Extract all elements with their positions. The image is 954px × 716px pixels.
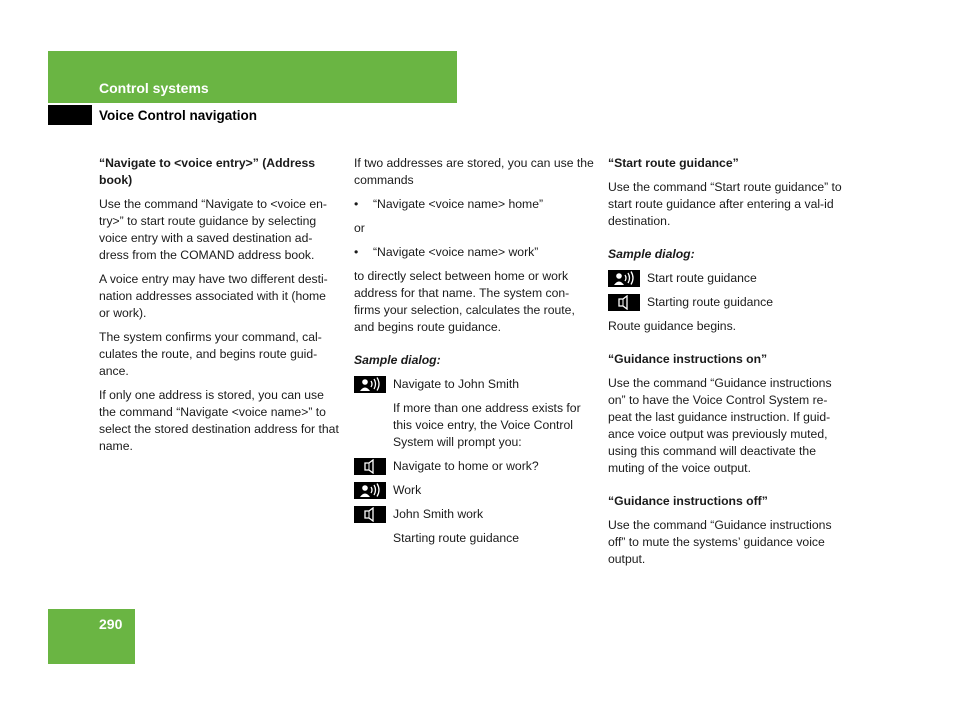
paragraph: The system confirms your command, cal-culates the route, and begins route guid-ance. [99,330,322,378]
dialog-line-system [354,458,594,475]
bullet-icon: • [354,245,359,259]
command-text: “Navigate <voice name> work” [373,245,539,259]
dialog-text: Work [393,483,422,497]
heading-navigate-address-book: “Navigate to <voice entry>” (Address book) [99,156,316,187]
heading-start-route-guidance: “Start route guidance” [608,156,739,170]
voice-input-icon [608,270,640,287]
paragraph: If two addresses are stored, you can use the commands [354,156,594,187]
sample-dialog-label: Sample dialog: [608,247,695,261]
paragraph: Use the command “Start route guidance” to start route guidance after entering a val-id destination. [608,180,842,228]
voice-input-icon [354,482,386,499]
voice-input-icon [354,376,386,393]
dialog-line-user [354,482,594,499]
paragraph: A voice entry may have two different desti-nation addresses associated with it (home or work). [99,272,328,320]
speaker-output-icon [608,294,640,311]
paragraph: If only one address is stored, you can use the command “Navigate <voice name>” to select the stored destination address for that name. [99,388,339,453]
list-item [354,196,594,213]
paragraph: Use the command “Navigate to <voice en-try>” to start route guidance by selecting voice entry with a saved destination ad-dress from the COMAND address book. [99,197,327,262]
dialog-text: John Smith work [393,507,484,521]
column-3 [608,155,848,575]
column-1 [99,155,339,462]
column-2 [354,155,594,554]
page-number: 290 [99,616,123,632]
heading-guidance-off: “Guidance instructions off” [608,494,768,508]
dialog-line-system [608,294,848,311]
dialog-line-user [354,376,594,393]
section-title: Control systems [99,80,209,96]
paragraph: Route guidance begins. [608,319,737,333]
dialog-line-user [608,270,848,287]
dialog-text: Navigate to John Smith [393,377,520,391]
conjunction: or [354,221,365,235]
dialog-text: Starting route guidance [647,295,774,309]
paragraph: Use the command “Guidance instructions on” to have the Voice Control System re-peat the last guidance instruction. If guid-ance voice output was previously muted, using this command will deactivate the muting of the voice output. [608,376,832,475]
list-item [354,244,594,261]
dialog-note: Starting route guidance [393,531,520,545]
dialog-text: Start route guidance [647,271,757,285]
command-text: “Navigate <voice name> home” [373,197,544,211]
paragraph: Use the command “Guidance instructions off” to mute the systems’ guidance voice output. [608,518,832,566]
section-marker [48,105,92,125]
dialog-note: If more than one address exists for this voice entry, the Voice Control System will prompt you: [393,401,581,449]
heading-guidance-on: “Guidance instructions on” [608,352,768,366]
dialog-line-system [354,506,594,523]
paragraph: to directly select between home or work address for that name. The system con-firms your selection, calculates the route, and begins route guidance. [354,269,575,334]
subsection-title: Voice Control navigation [99,108,258,123]
speaker-output-icon [354,506,386,523]
bullet-icon: • [354,197,359,211]
speaker-output-icon [354,458,386,475]
dialog-text: Navigate to home or work? [393,459,539,473]
sample-dialog-label: Sample dialog: [354,353,441,367]
